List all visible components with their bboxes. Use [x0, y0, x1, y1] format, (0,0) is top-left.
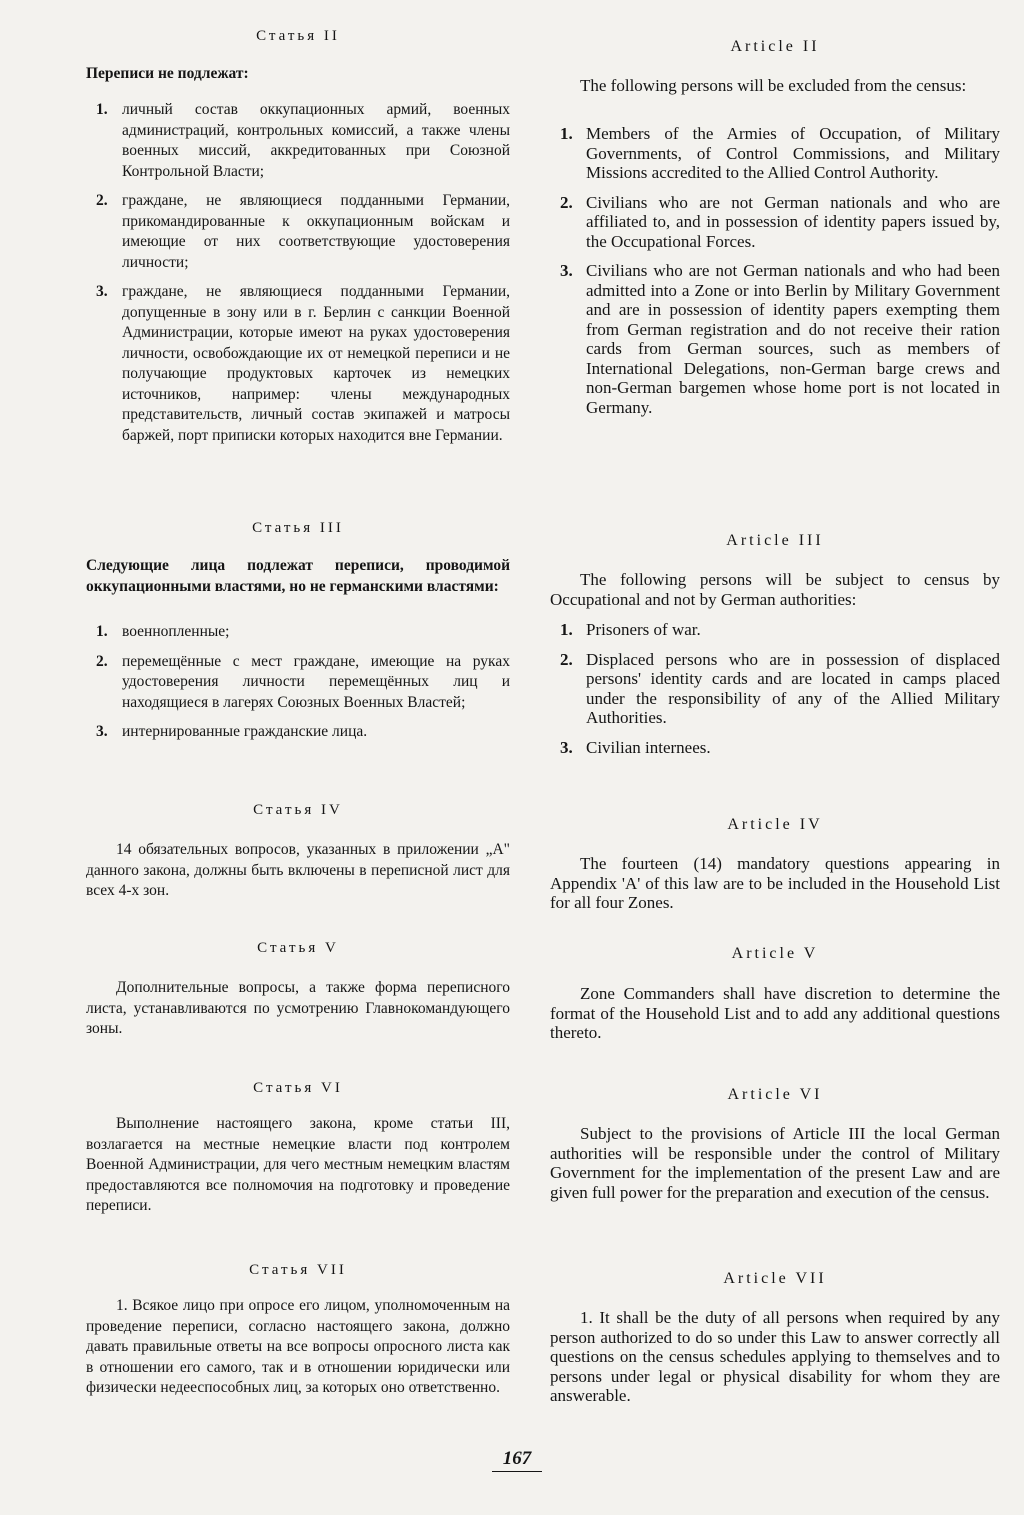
article-6-heading-en: Article VI — [727, 1086, 823, 1103]
article-6-text-en: Subject to the provisions of Article III the local German authorities will be responsible under the control of Military Government for the implementation of the present Law and are given full power for the preparation and execution of the census. — [550, 1124, 1000, 1202]
list-item: 2. Displaced persons who are in possession of displaced persons' identity cards and are located in camps placed under the responsibility of any of the Allied Military Authorities. — [560, 649, 1000, 727]
list-item: 1. Prisoners of war. — [560, 620, 701, 639]
article-3-list-ru — [86, 622, 510, 743]
article-3-intro-ru: Следующие лица подлежат переписи, проводимой оккупационными властями, но не германскими властями: — [86, 557, 510, 595]
list-item: 3. интернированные гражданские лица. — [96, 723, 368, 740]
list-item: 2. Civilians who are not German nationals and who are affiliated to, and in possession of identity papers issued by, the Occupational Forces. — [560, 192, 1000, 251]
article-5-text-ru: Дополнительные вопросы, а также форма переписного листа, устанавливаются по усмотрению Главнокомандующего зоны. — [86, 979, 510, 1037]
article-2-heading-ru: Статья II — [256, 28, 340, 44]
article-2-heading-en: Article II — [730, 38, 820, 55]
article-2-list-ru — [86, 100, 510, 446]
article-4-text-ru: 14 обязательных вопросов, указанных в приложении „А" данного закона, должны быть включены в переписной лист для всех 4-х зон. — [86, 841, 510, 899]
article-3-intro-en: The following persons will be subject to census by Occupational and not by German authorities: — [550, 570, 1000, 609]
article-3-heading-ru: Статья III — [252, 520, 344, 536]
page-number: 167 — [492, 1448, 542, 1472]
article-3-heading-en: Article III — [726, 532, 824, 549]
article-6-heading-ru: Статья VI — [253, 1080, 343, 1096]
article-5-heading-en: Article V — [731, 945, 819, 962]
article-5-text-en: Zone Commanders shall have discretion to determine the format of the Household List and to add any additional questions thereto. — [550, 984, 1000, 1042]
list-item: 1. военнопленные; — [96, 623, 230, 640]
article-7-text-ru: 1. Всякое лицо при опросе его лицом, уполномоченным на проведение переписи, согласно настоящего закона, должно давать правильные ответы на все вопросы опросного листа как в отношении его самого, так и в отношении юридически или физически недееспособных лиц, за которых оно ответственно. — [86, 1297, 510, 1396]
list-item: 3. граждане, не являющиеся подданными Германии, допущенные в зону или в г. Берлин с санкции Военной Администрации, которые имеют на руках удостоверения личности, освобождающие их от немецкой переписи и не получающие продуктовых карточек из немецких источников, например: члены международных представительств, личный состав экипажей и матросы баржей, порт приписки которых находится вне Германии. — [96, 283, 510, 444]
list-item: 2. перемещённые с мест граждане, имеющие на руках удостоверения личности перемещённых лиц и находящиеся в лагерях Союзных Военных Властей; — [96, 652, 510, 711]
article-6-text-ru: Выполнение настоящего закона, кроме статьи III, возлагается на местные немецкие власти под контролем Военной Администрации, для чего местным немецким властям предоставляются все полномочия на подготовку и проведение переписи. — [86, 1115, 510, 1214]
article-2-intro-en: The following persons will be excluded from the census: — [580, 76, 967, 95]
article-2-list-en — [550, 124, 1000, 417]
article-4-heading-en: Article IV — [727, 816, 823, 833]
article-7-heading-en: Article VII — [723, 1270, 827, 1287]
article-7-text-en: 1. It shall be the duty of all persons when required by any person authorized to do so under this Law to answer correctly all questions on the census schedules applying to themselves and to persons under legal or physical disability for whom they are answerable. — [550, 1308, 1000, 1405]
article-3-list-en — [550, 620, 1000, 757]
article-7-heading-ru: Статья VII — [249, 1262, 347, 1278]
list-item: 2. граждане, не являющиеся подданными Германии, прикомандированные к оккупационным войскам и имеющие от них соответствующие удостоверения личности; — [96, 192, 510, 271]
list-item: 3. Civilian internees. — [560, 737, 711, 757]
list-item: 3. Civilians who are not German nationals and who had been admitted into a Zone or into Berlin by Military Government and are in possession of identity papers exempting them from German registration and do not receive their ration cards from German sources, such as members of International Delegations, non-German barge crews and non-German bargemen whose home port is not located in Germany. — [560, 261, 1000, 417]
list-item: 1. Members of the Armies of Occupation, of Military Governments, of Control Commissions, and Military Missions accredited to the Allied Control Authority. — [560, 124, 1000, 182]
article-5-heading-ru: Статья V — [257, 940, 339, 956]
article-4-heading-ru: Статья IV — [253, 802, 343, 818]
article-2-intro-ru: Переписи не подлежат: — [86, 65, 249, 82]
article-4-text-en: The fourteen (14) mandatory questions appearing in Appendix 'A' of this law are to be included in the Household List for all four Zones. — [550, 854, 1000, 912]
list-item: 1. личный состав оккупационных армий, военных администраций, контрольных комиссий, а также члены военных миссий, аккредитованных при Союзной Контрольной Власти; — [96, 101, 510, 180]
